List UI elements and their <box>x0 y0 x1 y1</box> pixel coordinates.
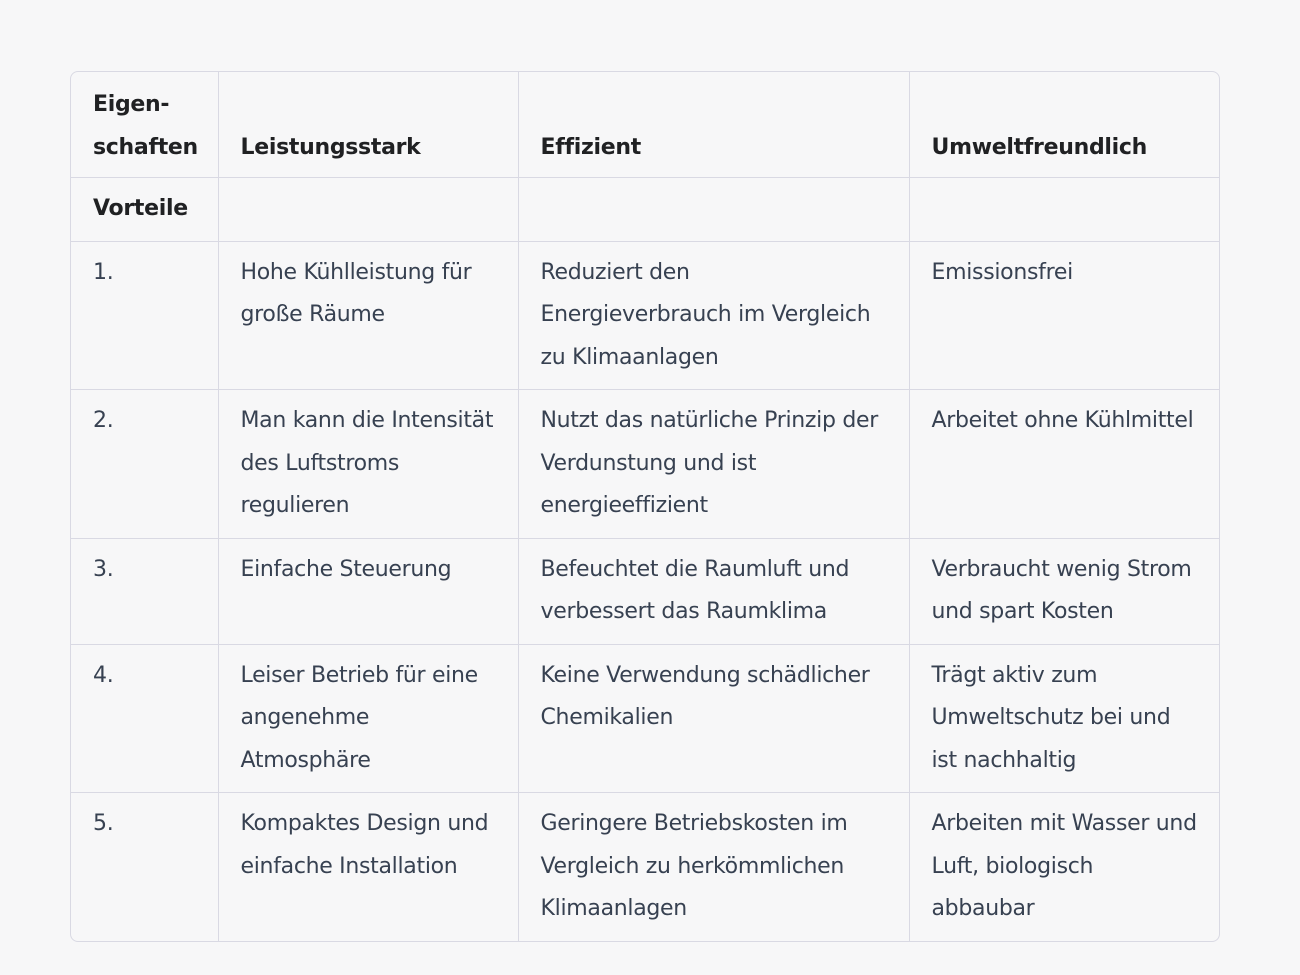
table-row <box>71 390 1220 539</box>
cell-umweltfreundlich: Verbraucht wenig Strom und spart Kosten <box>909 538 1220 644</box>
cell-umweltfreundlich: Trägt aktiv zum Umweltschutz bei und ist nachhaltig <box>909 644 1220 793</box>
table-cell <box>218 178 518 242</box>
cell-effizient: Keine Verwendung schädlicher Chemikalien <box>518 644 909 793</box>
cell-leistungsstark: Leiser Betrieb für eine angenehme Atmosphäre <box>218 644 518 793</box>
row-number: 3. <box>71 538 218 644</box>
table-row <box>71 793 1220 941</box>
comparison-table <box>70 71 1220 942</box>
cell-leistungsstark: Hohe Kühlleistung für große Räume <box>218 241 518 390</box>
cell-leistungsstark: Man kann die Intensität des Luftstroms regulieren <box>218 390 518 539</box>
cell-effizient: Geringere Betriebskosten im Vergleich zu herkömmlichen Klimaanlagen <box>518 793 909 941</box>
header-effizient: Effizient <box>518 72 909 178</box>
row-number: 5. <box>71 793 218 941</box>
cell-umweltfreundlich: Arbeiten mit Wasser und Luft, biologisch abbaubar <box>931 811 1197 921</box>
comparison-table-grid <box>71 72 1220 941</box>
table-row <box>71 644 1220 793</box>
table-header-row <box>71 72 1220 178</box>
table-row <box>71 241 1220 390</box>
cell-umweltfreundlich: Emissionsfrei <box>909 241 1220 390</box>
table-cell <box>518 178 909 242</box>
cell-umweltfreundlich: Arbeitet ohne Kühlmittel <box>909 390 1220 539</box>
table-cell <box>909 178 1220 242</box>
row-number: 4. <box>71 644 218 793</box>
row-number: 1. <box>71 241 218 390</box>
section-row-vorteile <box>71 178 1220 242</box>
header-eigenschaften: Eigen-schaften <box>71 72 218 178</box>
row-number: 2. <box>71 390 218 539</box>
section-label: Vorteile <box>71 178 218 242</box>
header-umweltfreundlich: Umweltfreundlich <box>909 72 1220 178</box>
cell-effizient: Reduziert den Energieverbrauch im Vergleich zu Klimaanlagen <box>518 241 909 390</box>
cell-effizient: Nutzt das natürliche Prinzip der Verdunstung und ist energieeffizient <box>518 390 909 539</box>
cell-effizient: Befeuchtet die Raumluft und verbessert das Raumklima <box>518 538 909 644</box>
header-leistungsstark: Leistungsstark <box>218 72 518 178</box>
cell-leistungsstark: Kompaktes Design und einfache Installation <box>218 793 518 941</box>
table-row <box>71 538 1220 644</box>
cell-leistungsstark: Einfache Steuerung <box>218 538 518 644</box>
